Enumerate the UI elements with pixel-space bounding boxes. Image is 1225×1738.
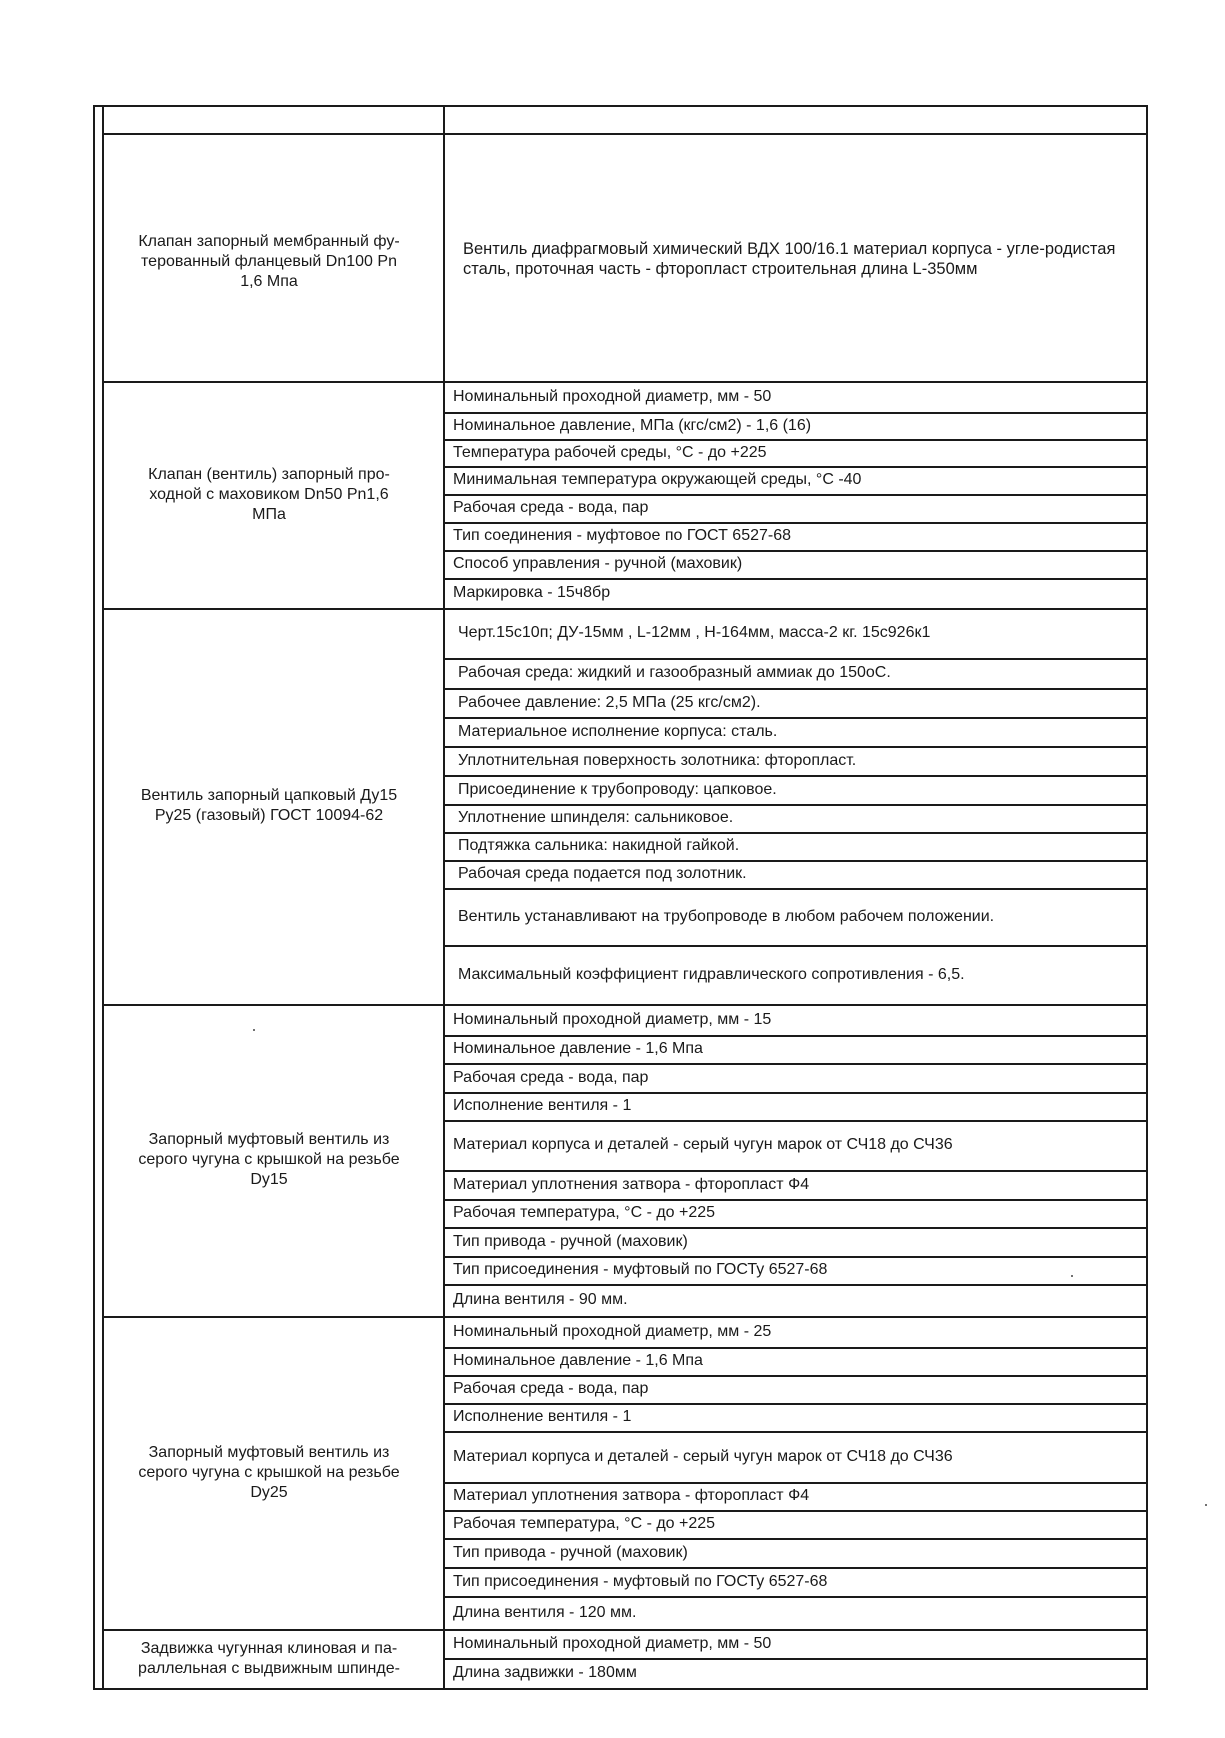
spec-row-separator [443,860,1146,862]
table-top-border [93,105,1148,107]
scan-speck [253,1029,255,1031]
spec-row-text: Температура рабочей среды, °С - до +225 [453,443,767,461]
spec-row-text: Номинальный проходной диаметр, мм - 15 [453,1010,772,1028]
spec-row-text: Рабочая среда: жидкий и газообразный аммиак до 150оС. [458,664,891,681]
column-divider [443,105,445,1690]
item-name: Клапан запорный мембранный фу- терованный фланцевый Dn100 Рn 1,6 Мпа [138,233,400,290]
scan-speck [1205,1504,1207,1506]
spec-row-text: Материал корпуса и деталей - серый чугун марок от СЧ18 до СЧ36 [453,1447,953,1465]
spec-row-text: Номинальный проходной диаметр, мм - 50 [453,1634,772,1652]
group-separator [102,1629,1146,1631]
spec-row-separator [443,775,1146,777]
spec-row-text: Исполнение вентиля - 1 [453,1097,632,1114]
spec-row-text: Рабочая температура, °С - до +225 [453,1204,716,1221]
spec-row-text: Присоединение к трубопроводу: цапковое. [458,780,777,798]
header-row-bottom-border [102,133,1146,135]
spec-row-separator [443,439,1146,441]
spec-row-separator [443,658,1146,660]
spec-row-separator [443,1596,1146,1598]
spec-row-separator [443,888,1146,890]
group-separator [102,608,1146,610]
spec-row-text: Номинальный проходной диаметр, мм - 50 [453,387,772,405]
spec-row-text: Номинальное давление - 1,6 Мпа [453,1040,703,1057]
spec-row-separator [443,522,1146,524]
table-bottom-border [93,1688,1148,1690]
spec-row-text: Исполнение вентиля - 1 [453,1408,632,1425]
spec-row-text: Рабочее давление: 2,5 МПа (25 кгс/см2). [458,693,761,711]
group-separator [102,381,1146,383]
spec-row-separator [443,494,1146,496]
spec-row-separator [443,1431,1146,1433]
spec-row-text: Подтяжка сальника: накидной гайкой. [458,837,740,854]
spec-row-separator [443,1403,1146,1405]
table-right-border [1146,105,1148,1690]
spec-row-separator [443,466,1146,468]
spec-row-text: Номинальное давление, МПа (кгс/см2) - 1,6 (16) [453,416,812,434]
spec-row-text: Материал уплотнения затвора - фторопласт Ф4 [453,1487,810,1504]
spec-row-separator [443,1375,1146,1377]
item-name: Задвижка чугунная клиновая и па- раллельная с выдвижным шпинде- [138,1640,400,1677]
spec-row-separator [443,1035,1146,1037]
spec-row-separator [443,1482,1146,1484]
spec-row-separator [443,1510,1146,1512]
spec-row-text: Способ управления - ручной (маховик) [453,555,743,572]
spec-row-text: Тип присоединения - муфтовый по ГОСТу 6527-68 [453,1261,828,1278]
spec-row-text: Вентиль устанавливают на трубопроводе в любом рабочем положении. [458,907,995,925]
scan-speck [1071,1275,1073,1277]
spec-row-text: Рабочая температура, °С - до +225 [453,1515,716,1532]
spec-row-text: Максимальный коэффициент гидравлического сопротивления - 6,5. [458,965,965,983]
spec-row-separator [443,1120,1146,1122]
spec-row-separator [443,746,1146,748]
spec-row-text: Уплотнение шпинделя: сальниковое. [458,809,734,826]
spec-row-separator [443,1658,1146,1660]
spec-row-text: Номинальный проходной диаметр, мм - 25 [453,1322,772,1340]
spec-row-separator [443,1538,1146,1540]
spec-row-separator [443,1347,1146,1349]
spec-row-separator [443,1092,1146,1094]
group-separator [102,1004,1146,1006]
spec-row-text: Материальное исполнение корпуса: сталь. [458,722,778,740]
spec-row-text: Длина вентиля - 120 мм. [453,1603,637,1621]
spec-row-text: Маркировка - 15ч8бр [453,584,611,601]
spec-row-separator [443,1063,1146,1065]
spec-row-text: Материал уплотнения затвора - фторопласт Ф4 [453,1175,810,1193]
spec-row-text: Минимальная температура окружающей среды, °С -40 [453,471,862,488]
spec-row-text: Рабочая среда подается под золотник. [458,865,747,882]
spec-row-separator [443,412,1146,414]
item-name: Вентиль запорный цапковый Ду15 Ру25 (газовый) ГОСТ 10094-62 [140,787,398,824]
spec-row-text: Вентиль диафрагмовый химический ВДХ 100/16.1 материал корпуса - угле-родистая сталь, проточная часть - фторопласт строительная длина L-350мм [463,240,1116,278]
spec-row-text: Тип привода - ручной (маховик) [453,1543,688,1561]
spec-row-separator [443,804,1146,806]
spec-row-text: Рабочая среда - вода, пар [453,1380,649,1397]
spec-row-text: Уплотнительная поверхность золотника: фторопласт. [458,751,857,769]
spec-row-text: Рабочая среда - вода, пар [453,1068,649,1086]
spec-row-separator [443,1170,1146,1172]
group-separator [102,1316,1146,1318]
spec-row-text: Черт.15с10п; ДУ-15мм , L-12мм , Н-164мм, масса-2 кг. 15с926к1 [458,624,931,641]
table-left-border [93,105,95,1690]
spec-row-separator [443,578,1146,580]
spec-row-separator [443,1256,1146,1258]
spec-row-separator [443,1199,1146,1201]
spec-row-text: Номинальное давление - 1,6 Мпа [453,1352,703,1369]
spec-row-separator [443,717,1146,719]
spec-row-separator [443,1567,1146,1569]
spec-row-text: Рабочая среда - вода, пар [453,499,649,516]
item-name: Запорный муфтовый вентиль из серого чугуна с крышкой на резьбе Dy15 [138,1131,400,1188]
spec-row-separator [443,1284,1146,1286]
spec-row-text: Длина вентиля - 90 мм. [453,1291,628,1308]
item-name: Клапан (вентиль) запорный про- ходной с маховиком Dn50 Рn1,6 МПа [148,465,390,523]
spec-row-separator [443,945,1146,947]
spec-row-separator [443,1227,1146,1229]
spec-row-text: Длина задвижки - 180мм [453,1664,637,1681]
spec-row-text: Тип присоединения - муфтовый по ГОСТу 6527-68 [453,1572,828,1590]
spec-row-separator [443,550,1146,552]
spec-row-text: Тип привода - ручной (маховик) [453,1232,688,1250]
item-name: Запорный муфтовый вентиль из серого чугуна с крышкой на резьбе Dy25 [138,1443,400,1501]
spec-row-text: Тип соединения - муфтовое по ГОСТ 6527-68 [453,527,792,544]
spec-row-separator [443,832,1146,834]
spec-row-text: Материал корпуса и деталей - серый чугун марок от СЧ18 до СЧ36 [453,1136,953,1153]
spec-row-separator [443,688,1146,690]
